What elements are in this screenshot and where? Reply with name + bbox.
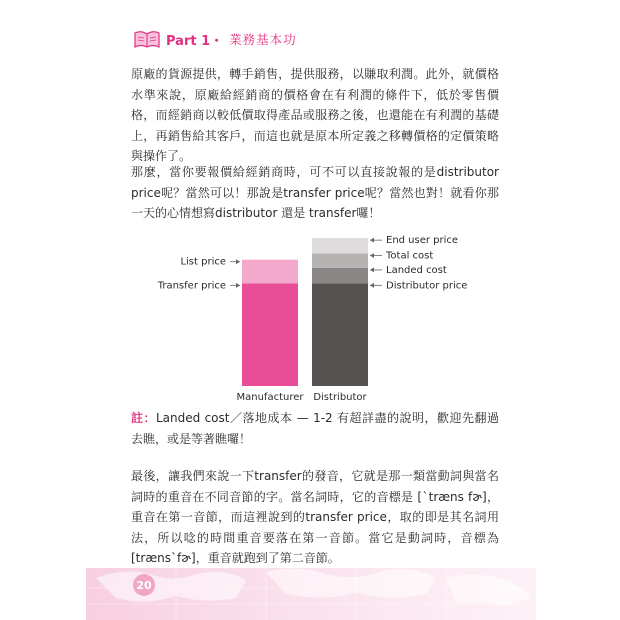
paragraph-1: 原廠的貨源提供，轉手銷售，提供服務，以賺取利潤。此外，就價格水準來說，原廠給經銷商的價格會在有利潤的條件下，低於零售價格，而經銷商以較低價取得產品或服務之後，也還能在有利潤的基礎上，再銷售給其客戶，而這也就是原本所定義之移轉價格的定價策略與操作了。: [131, 67, 499, 163]
right-label-distributor-price: Distributor price: [386, 280, 468, 292]
right-arrowhead-total-cost: [370, 253, 374, 258]
price-chart: [120, 222, 520, 412]
page-header: [134, 28, 297, 50]
left-label-list-price: List price: [180, 256, 226, 268]
section-title: 業務基本功: [229, 32, 297, 47]
part-separator: ・: [210, 33, 224, 49]
bar-segment-landed-cost: [312, 268, 368, 283]
note-label: 註：: [131, 411, 156, 425]
right-arrowhead-distributor-price: [370, 283, 374, 288]
part-label-text: Part 1: [166, 33, 211, 49]
right-label-end-user-price: End user price: [386, 235, 459, 247]
bar-segment-total-cost: [312, 254, 368, 268]
right-arrowhead-end-user-price: [370, 238, 374, 243]
category-label-manufacturer: Manufacturer: [236, 392, 304, 403]
part-label: [166, 30, 223, 49]
bar-segment-transfer-price: [242, 283, 298, 386]
left-arrowhead-list-price: [236, 259, 240, 264]
left-arrowhead-transfer-price: [236, 283, 240, 288]
bar-segment-end-user-price: [312, 238, 368, 253]
left-label-transfer-price: Transfer price: [157, 280, 226, 292]
open-book-icon: [134, 29, 160, 49]
page-number: 20: [133, 574, 155, 596]
price-chart-svg: [120, 222, 520, 412]
note-paragraph: [131, 408, 499, 449]
paragraph-4: 最後，讓我們來說一下transfer的發音，它就是那一類當動詞與當名詞時的重音在不同音節的字。當名詞時，它的音標是 [ˋtræns fɚ]，重音在第一音節，而這裡說到的transfer price，取的即是其名詞用法，所以唸的時間重音要落在第一音節。當它是動詞時，音標為 [træns`fɚ]，重音就跑到了第二音節。: [131, 469, 499, 565]
bar-segment-distributor-price: [312, 283, 368, 386]
right-arrowhead-landed-cost: [370, 267, 374, 272]
bar-segment-list-price: [242, 260, 298, 284]
paragraph-2: 那麼，當你要報價給經銷商時，可不可以直接說報的是distributor price呢？當然可以！那說是transfer price呢？當然也對！就看你那一天的心情想寫distributor 還是 transfer囉！: [131, 165, 499, 220]
category-label-distributor: Distributor: [313, 392, 367, 403]
note-text: Landed cost／落地成本 — 1-2 有超詳盡的說明，歡迎先翻過去瞧，或是等著瞧囉！: [131, 411, 499, 446]
right-label-landed-cost: Landed cost: [386, 264, 447, 276]
right-label-total-cost: Total cost: [386, 250, 434, 262]
